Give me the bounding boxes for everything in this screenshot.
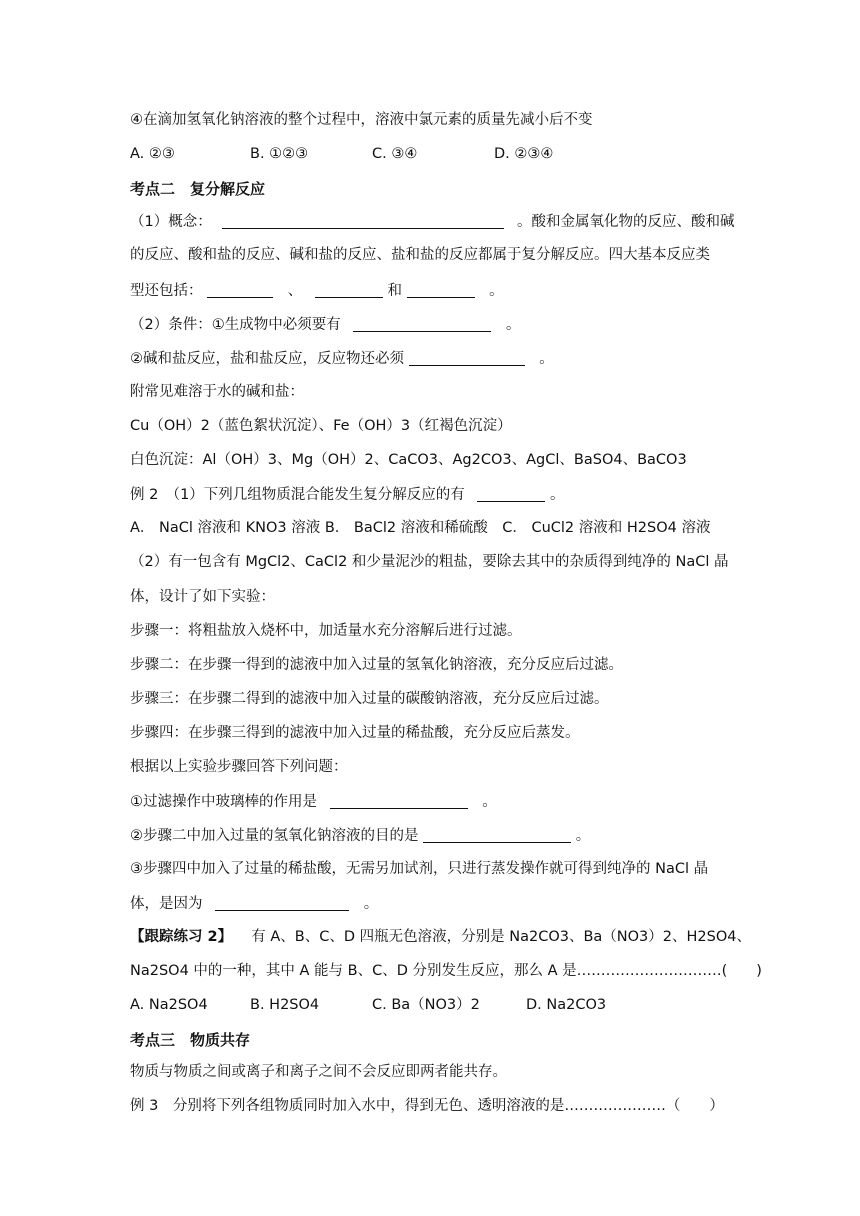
concept-line: [130, 214, 734, 230]
answer-blank: [407, 283, 475, 298]
text: 例 2 （1）下列几组物质混合能发生复分解反应的有: [130, 487, 465, 503]
text: 。: [550, 487, 565, 503]
example-line: [130, 487, 565, 503]
text: ①过滤操作中玻璃棒的作用是: [130, 794, 317, 810]
text: 。: [482, 794, 497, 810]
answer-blank: [315, 283, 383, 298]
text: 。: [489, 283, 504, 299]
text-line: A． NaCl 溶液和 KNO3 溶液 B． BaCl2 溶液和稀硫酸 C． CuCl2 溶液和 H2SO4 溶液: [130, 520, 711, 536]
practice-label: 【跟踪练习 2】: [130, 929, 233, 945]
option-d: D. Na2CO3: [526, 997, 607, 1013]
answer-blank: [207, 283, 273, 298]
answer-blank: [330, 794, 468, 809]
answer-blank: [423, 828, 571, 843]
answer-blank: [222, 214, 504, 229]
text-line: 的反应、酸和盐的反应、碱和盐的反应、盐和盐的反应都属于复分解反应。四大基本反应类: [130, 247, 710, 263]
section-heading: 考点三 物质共存: [130, 1031, 251, 1049]
answer-blank: [477, 487, 545, 502]
text: 。: [505, 317, 521, 333]
text-line: 根据以上实验步骤回答下列问题：: [130, 759, 348, 775]
text-line: 附常见难溶于水的碱和盐：: [130, 384, 304, 400]
text: 型还包括：: [130, 283, 203, 299]
text: 和: [387, 283, 402, 299]
text: （1）概念：: [130, 214, 212, 230]
question-line: [130, 828, 590, 844]
text: 有 A、B、C、D 四瓶无色溶液，分别是 Na2CO3、Ba（NO3）2、H2SO4、: [236, 929, 751, 945]
text-line: 步骤二：在步骤一得到的滤液中加入过量的氢氧化钠溶液，充分反应后过滤。: [130, 657, 623, 673]
text: 。: [539, 351, 554, 367]
text: ②步骤二中加入过量的氢氧化钠溶液的目的是: [130, 828, 419, 844]
text-line: （2）有一包含有 MgCl2、CaCl2 和少量泥沙的粗盐，要除去其中的杂质得到纯净的 NaCl 晶: [130, 554, 729, 570]
text: 。酸和金属氧化物的反应、酸和碱: [516, 214, 735, 230]
condition-line: [130, 317, 520, 333]
option-a: A. ②③: [130, 146, 175, 162]
text-line: Na2SO4 中的一种，其中 A 能与 B、C、D 分别发生反应，那么 A 是…………………………( ): [130, 963, 762, 979]
question-line: [130, 794, 497, 810]
option-d: D. ②③④: [494, 146, 554, 162]
text: （2）条件：①生成物中必须要有: [130, 317, 341, 333]
option-a: A. Na2SO4: [130, 997, 208, 1013]
answer-blank: [215, 896, 349, 911]
text-line: 步骤三：在步骤二得到的滤液中加入过量的碳酸钠溶液，充分反应后过滤。: [130, 691, 609, 707]
text: 。: [363, 896, 379, 912]
practice-line: [130, 930, 751, 945]
text-line: 例 3 分别将下列各组物质同时加入水中，得到无色、透明溶液的是…………………（ ）: [130, 1098, 724, 1114]
text-line: 体，设计了如下实验：: [130, 589, 275, 605]
text-line: 白色沉淀：Al（OH）3、Mg（OH）2、CaCO3、Ag2CO3、AgCl、BaSO4、BaCO3: [130, 452, 687, 468]
answer-blank: [409, 351, 525, 366]
text-line: 步骤四：在步骤三得到的滤液中加入过量的稀盐酸，充分反应后蒸发。: [130, 725, 580, 741]
option-c: C. ③④: [372, 146, 418, 162]
text-line: Cu（OH）2（蓝色絮状沉淀）、Fe（OH）3（红褐色沉淀）: [130, 418, 512, 434]
text-line: 步骤一：将粗盐放入烧杯中，加适量水充分溶解后进行过滤。: [130, 623, 522, 639]
answer-blank: [353, 317, 491, 332]
text: 体，是因为: [130, 896, 203, 912]
question-line: [130, 896, 378, 912]
text-line: ④在滴加氢氧化钠溶液的整个过程中，溶液中氯元素的质量先减小后不变: [130, 112, 593, 128]
option-c: C. Ba（NO3）2: [372, 997, 480, 1013]
text: 。: [575, 828, 591, 844]
types-line: [130, 283, 504, 299]
text: 、: [287, 283, 303, 299]
text-line: 物质与物质之间或离子和离子之间不会反应即两者能共存。: [130, 1064, 507, 1080]
option-b: B. H2SO4: [250, 997, 320, 1013]
text: ②碱和盐反应，盐和盐反应，反应物还必须: [130, 351, 404, 367]
condition-line: [130, 351, 554, 367]
section-heading: 考点二 复分解反应: [130, 180, 266, 198]
option-b: B. ①②③: [250, 146, 309, 162]
text-line: ③步骤四中加入了过量的稀盐酸，无需另加试剂，只进行蒸发操作就可得到纯净的 NaCl 晶: [130, 861, 709, 877]
